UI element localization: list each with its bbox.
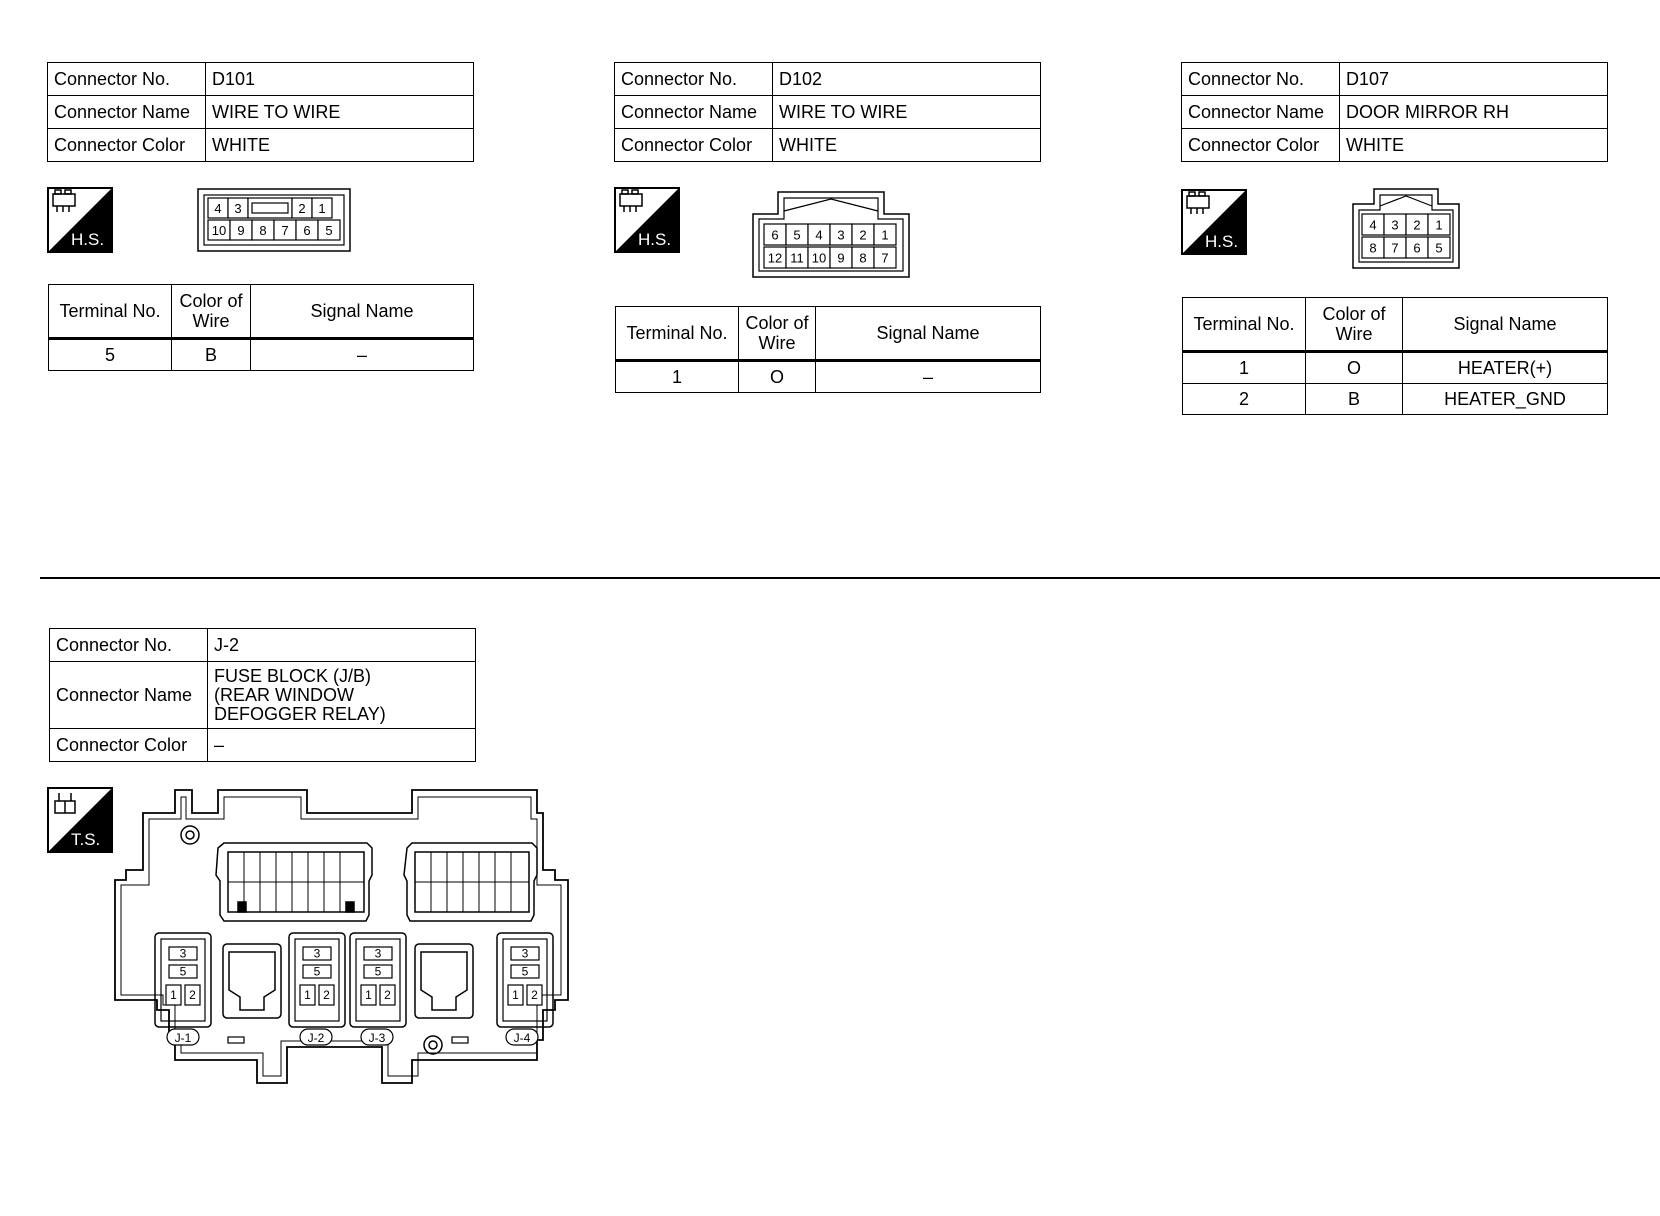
relay-pin-number: 3 [179,946,187,961]
connector-name-label: Connector Name [615,96,773,129]
wire-color-header: Color of Wire [172,285,251,339]
connector-no-label: Connector No. [50,629,208,662]
connector-info-table-d101 [47,62,474,162]
wire-color-cell: O [1306,352,1403,384]
pin-cell [1428,237,1450,258]
connector-color-value: WHITE [1340,129,1608,162]
pin-number: 1 [881,227,889,243]
signal-name-header: Signal Name [816,307,1041,361]
connector-name-value: WIRE TO WIRE [773,96,1041,129]
signal-name-cell: HEATER_GND [1403,384,1608,415]
svg-text:J-4: J-4 [513,1031,531,1045]
harness-side-icon [1181,189,1247,255]
pin-cell [208,198,228,218]
relay-pin-number: 5 [374,964,382,979]
pin-number: 2 [859,227,867,243]
pin-cell [764,247,786,268]
pin-number: 11 [790,250,804,266]
signal-name-header: Signal Name [251,285,474,339]
svg-text:T.S.: T.S. [71,830,101,849]
pin-cell [312,198,332,218]
connector-color-label: Connector Color [50,729,208,762]
svg-text:H.S.: H.S. [638,230,672,249]
pin-number: 6 [1413,240,1421,256]
pin-number: 1 [318,201,326,216]
table-row [1183,352,1608,384]
pin-cell [318,220,340,240]
pin-cell [874,247,896,268]
pin-cell [1428,214,1450,235]
svg-text:H.S.: H.S. [1205,232,1239,251]
pin-cell [1384,237,1406,258]
relay-pin-number: 2 [189,988,196,1002]
pin-cell [274,220,296,240]
pin-cell [228,198,248,218]
terminal-no-header: Terminal No. [1183,298,1306,352]
table-row [49,339,474,371]
connector-d102-face [752,189,910,279]
pin-number: 4 [815,227,823,243]
pin-number: 8 [859,250,867,266]
connector-d101-face [197,188,351,252]
relay-pin-number: 3 [374,946,382,961]
terminal-no-cell: 1 [616,361,739,393]
connector-info-table-d107 [1181,62,1608,162]
svg-text:J-2: J-2 [307,1031,325,1045]
pin-cell [1406,237,1428,258]
wire-color-cell: O [739,361,816,393]
pin-number: 2 [298,201,306,216]
pin-cell [252,220,274,240]
wire-color-cell: B [172,339,251,371]
fuse-block-diagram [112,785,602,1085]
connector-no-label: Connector No. [615,63,773,96]
pin-cell [830,224,852,245]
pin-cell [786,224,808,245]
connector-d107-face [1352,186,1460,270]
pin-number: 1 [1435,217,1443,233]
terminal-table-d102 [615,306,1041,393]
terminal-no-header: Terminal No. [616,307,739,361]
terminal-no-header: Terminal No. [49,285,172,339]
connector-color-value: WHITE [773,129,1041,162]
pin-cell [830,247,852,268]
pin-number: 6 [303,223,311,238]
pin-number: 3 [1391,217,1399,233]
section-divider [40,577,1660,579]
connector-color-label: Connector Color [48,129,206,162]
pin-cell [1362,237,1384,258]
pin-cell [786,247,808,268]
connector-color-value: – [208,729,476,762]
pin-number: 7 [881,250,889,266]
relay-pin-number: 2 [531,988,538,1002]
relay-pin-number: 2 [384,988,391,1002]
wire-color-cell: B [1306,384,1403,415]
pin-number: 3 [837,227,845,243]
pin-cell [874,224,896,245]
relay-pin-number: 5 [313,964,321,979]
terminal-no-cell: 5 [49,339,172,371]
terminal-no-cell: 1 [1183,352,1306,384]
connector-color-label: Connector Color [1182,129,1340,162]
relay-pin-number: 5 [179,964,187,979]
relay-pin-number: 1 [512,988,519,1002]
pin-cell [764,224,786,245]
pin-number: 5 [793,227,801,243]
pin-cell [296,220,318,240]
pin-number: 4 [1369,217,1377,233]
connector-no-value: D107 [1340,63,1608,96]
relay-label-j-2 [300,1029,332,1045]
pin-number: 5 [325,223,333,238]
pin-number: 7 [281,223,289,238]
terminal-no-cell: 2 [1183,384,1306,415]
pin-number: 10 [811,250,827,266]
pin-number: 5 [1435,240,1443,256]
pin-cell [208,220,230,240]
pin-cell [230,220,252,240]
pin-number: 4 [214,201,222,216]
connector-name-label: Connector Name [50,662,208,729]
relay-pin-number: 3 [313,946,321,961]
signal-name-header: Signal Name [1403,298,1608,352]
pin-cell [852,224,874,245]
connector-no-label: Connector No. [1182,63,1340,96]
pin-cell [248,198,292,218]
signal-name-cell: – [251,339,474,371]
relay-pin-number: 1 [365,988,372,1002]
terminal-table-d107 [1182,297,1608,415]
svg-text:J-1: J-1 [174,1031,192,1045]
connector-name-value: FUSE BLOCK (J/B) (REAR WINDOW DEFOGGER RELAY) [208,662,476,729]
table-row [1183,384,1608,415]
harness-side-icon [614,187,680,253]
pin-number: 9 [237,223,245,238]
pin-number: 7 [1391,240,1399,256]
pin-number: 3 [234,201,242,216]
relay-pin-number: 3 [521,946,529,961]
signal-name-cell: HEATER(+) [1403,352,1608,384]
relay-pin-number: 2 [323,988,330,1002]
terminal-table-d101 [48,284,474,371]
connector-name-label: Connector Name [1182,96,1340,129]
terminal-side-icon [47,787,113,853]
connector-color-value: WHITE [206,129,474,162]
svg-text:J-3: J-3 [368,1031,386,1045]
pin-cell [292,198,312,218]
pin-number: 8 [259,223,267,238]
pin-number: 9 [837,250,845,266]
pin-cell [1406,214,1428,235]
connector-name-value: WIRE TO WIRE [206,96,474,129]
connector-no-value: D101 [206,63,474,96]
connector-no-value: D102 [773,63,1041,96]
pin-number: 8 [1369,240,1377,256]
wire-color-header: Color of Wire [1306,298,1403,352]
pin-cell [1362,214,1384,235]
pin-cell [1384,214,1406,235]
relay-pin-number: 1 [170,988,177,1002]
relay-pin-number: 1 [304,988,311,1002]
pin-cell [808,247,830,268]
relay-label-j-4 [506,1029,538,1045]
connector-no-label: Connector No. [48,63,206,96]
connector-name-value: DOOR MIRROR RH [1340,96,1608,129]
relay-label-j-3 [361,1029,393,1045]
pin-cell [808,224,830,245]
harness-side-icon [47,187,113,253]
pin-number: 12 [767,250,783,266]
relay-label-j-1 [167,1029,199,1045]
relay-pin-number: 5 [521,964,529,979]
pin-cell [852,247,874,268]
connector-no-value: J-2 [208,629,476,662]
connector-name-label: Connector Name [48,96,206,129]
connector-info-table-d102 [614,62,1041,162]
connector-color-label: Connector Color [615,129,773,162]
wire-color-header: Color of Wire [739,307,816,361]
pin-number: 2 [1413,217,1421,233]
pin-number: 6 [771,227,779,243]
table-row [616,361,1041,393]
pin-number: 10 [211,223,227,238]
connector-info-table-j2 [49,628,476,762]
svg-text:H.S.: H.S. [71,230,105,249]
signal-name-cell: – [816,361,1041,393]
